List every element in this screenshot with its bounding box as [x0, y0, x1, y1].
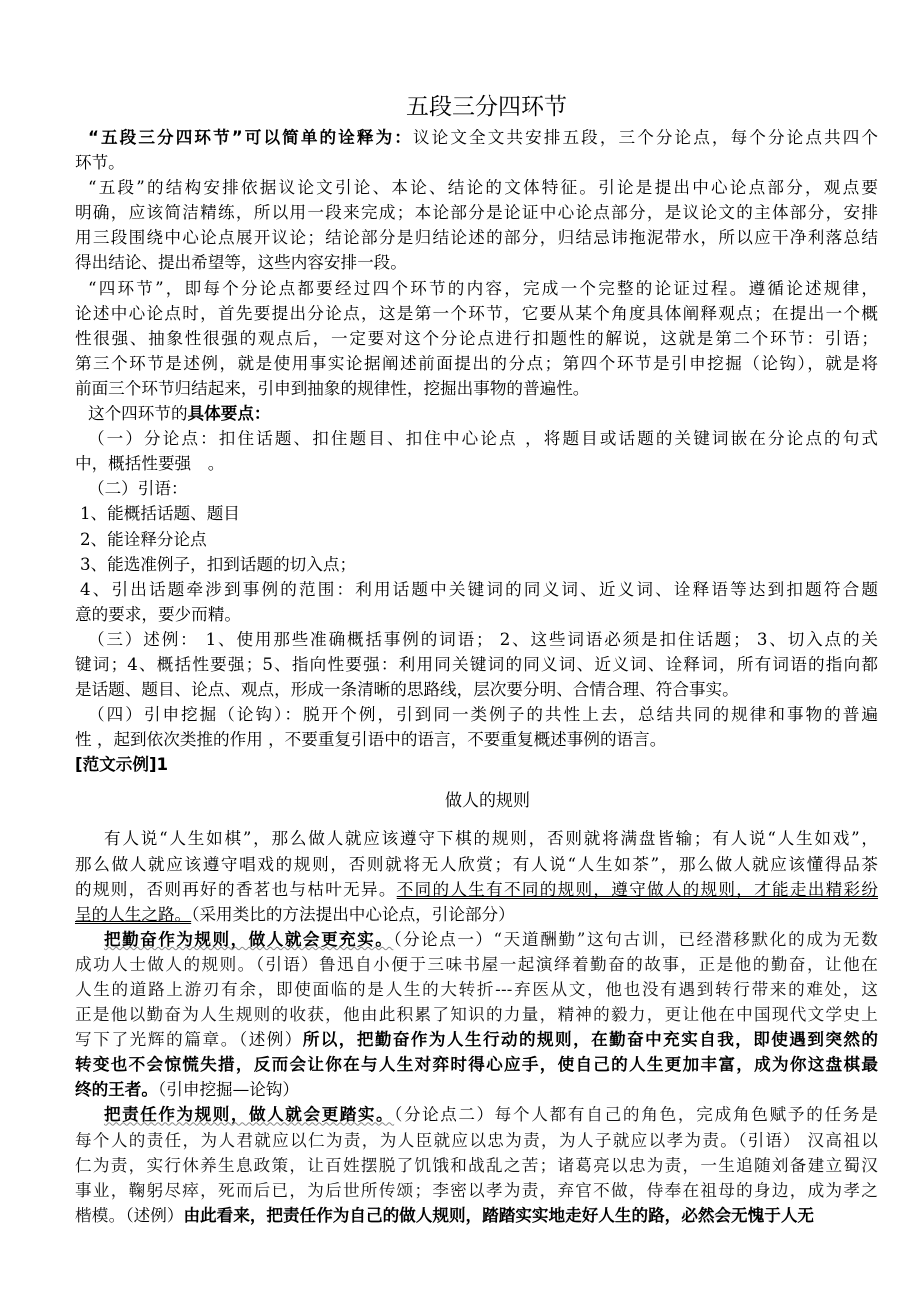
text-segment: “天道酬勤”这句古训，已经潜移默化的成为无数	[493, 929, 879, 949]
text-segment: 第三个环节是述例，就是使用事实论据阐述前面提出的分点；第四个环节是引申挖掘（论钩），就是将	[75, 353, 878, 373]
text-line	[75, 602, 878, 627]
text-segment: （三）述例： 1、使用那些准确概括事例的词语； 2、这些词语必须是扣住话题； 3、切入点的关	[88, 629, 878, 649]
text-line	[75, 752, 878, 777]
point-three	[75, 627, 878, 702]
point-four	[75, 702, 878, 752]
text-segment: 成功人士做人的规则。	[75, 954, 256, 974]
example-label	[75, 752, 878, 777]
key-points-heading	[75, 401, 878, 426]
text-segment: 1、能概括话题、题目	[80, 504, 240, 524]
text-segment: 3、能选准例子，扣到话题的切入点；	[80, 554, 357, 574]
text-line	[75, 401, 878, 426]
text-line	[75, 376, 878, 401]
point-one	[75, 426, 878, 476]
text-segment: 性很强、抽象性很强的观点后，一定要对这个分论点进行扣题性的解说，这就是第二个环节：引语；	[75, 328, 878, 348]
point-two	[75, 476, 878, 501]
text-line	[75, 927, 878, 952]
text-segment: 那么做人就应该遵守唱戏的规则，否则就将无人欣赏；有人说“人生如茶”，那么做人就应该懂得品茶	[75, 854, 878, 874]
four-links-paragraph	[75, 276, 878, 401]
sub-thesis-text: 把勤奋作为规则，做人就会更充实。	[104, 929, 394, 949]
text-segment: 4、引出话题牵涉到事例的范围：利用话题中关键词的同义词、近义词、诠释语等达到扣题符合题	[80, 579, 878, 599]
text-segment: 2、能诠释分论点	[80, 529, 207, 549]
text-segment: 环节。	[75, 153, 125, 173]
document-title: 五段三分四环节	[406, 94, 567, 120]
text-line	[75, 677, 878, 702]
text-line	[75, 1052, 878, 1077]
text-segment: 楷模。	[75, 1205, 126, 1225]
text-segment: 每个人都有自己的角色，完成角色赋予的任务是	[494, 1105, 879, 1125]
point-two-item-2	[75, 527, 878, 552]
text-line	[75, 702, 878, 727]
text-segment: （四）引申挖掘（论钩）：脱开个例，引到同一类例子的共性上去，总结共同的规律和事物的普遍	[88, 705, 878, 725]
text-segment: “四环节”，即每个分论点都要经过四个环节的内容，完成一个完整的论证过程。遵循论述规律，	[88, 278, 878, 298]
text-line	[75, 150, 878, 175]
point-two-item-1	[75, 501, 878, 526]
bold-text: 终的王者。	[75, 1080, 158, 1100]
bold-text: “五段三分四环节”可以简单的诠释为：	[88, 128, 413, 147]
text-line	[75, 577, 878, 602]
text-segment: （分论点二）	[394, 1105, 495, 1125]
text-segment: （引语）	[255, 954, 319, 974]
text-segment: “五段”的结构安排依据议论文引论、本论、结论的文体特征。引论是提出中心论点部分，观点要	[88, 178, 878, 198]
text-line	[75, 301, 878, 326]
text-line	[75, 501, 878, 526]
text-segment: （引语）	[738, 1130, 801, 1150]
text-line	[75, 1178, 878, 1203]
text-segment: （采用类比的方法提出中心论点，引论部分）	[191, 904, 515, 924]
example-title: 做人的规则	[445, 791, 530, 812]
text-segment: （一）分论点：扣住话题、扣住题目、扣住中心论点 ，将题目或话题的关键词嵌在分论点的句式	[88, 429, 878, 449]
bold-text: [范文示例]1	[75, 755, 169, 775]
text-line	[75, 1027, 878, 1052]
text-line	[75, 225, 878, 250]
text-segment: 性 ，起到依次类推的作用 ，不要重复引语中的语言，不要重复概述事例的语言。	[75, 730, 667, 750]
text-line	[75, 902, 878, 927]
text-segment: 的规则，否则再好的香茗也与枯叶无异。	[75, 879, 397, 899]
five-sections-paragraph	[75, 175, 878, 275]
text-line	[75, 326, 878, 351]
text-line	[75, 1077, 878, 1102]
text-segment: 键词；4、概括性要强；5、指向性要强：利用同关键词的同义词、近义词、诠释词，所有词语的指向都	[75, 654, 878, 674]
bold-text: 所以，把勤奋作为人生行动的规则，在勤奋中充实自我，即使遇到突然的	[302, 1030, 878, 1050]
text-segment: （述例）	[238, 1030, 303, 1050]
text-segment: 论述中心论点时，首先要提出分论点，这是第一个环节，它要从某个角度具体阐释观点；在提出一个概	[75, 303, 878, 323]
text-line	[75, 552, 878, 577]
text-segment: 议论文全文共安排五段，三个分论点，每个分论点共四个	[412, 128, 879, 147]
example-point-two	[75, 1102, 878, 1227]
text-line	[75, 250, 878, 275]
text-line	[75, 276, 878, 301]
sub-thesis-text: 把责任作为规则，做人就会更踏实。	[104, 1105, 395, 1125]
text-segment: 得出结论、提出希望等，这些内容安排一段。	[75, 253, 407, 273]
central-thesis-text: 不同的人生有不同的规则，遵守做人的规则，才能走出精彩纷	[396, 879, 879, 899]
text-line	[75, 852, 878, 877]
text-segment: 事业，鞠躬尽瘁，死而后已，为后世所传颂；李密以孝为责，弃官不做，侍奉在祖母的身边，成为孝之	[75, 1180, 878, 1200]
intro-paragraph	[75, 125, 878, 175]
text-segment: 是话题、题目、论点、观点，形成一条清晰的思路线，层次要分明、合情合理、符合事实。	[75, 680, 739, 700]
text-line	[75, 727, 878, 752]
text-segment: 鲁迅自小便于三味书屋一起演绎着勤奋的故事，正是他的勤奋，让他在	[318, 954, 878, 974]
text-segment: 有人说“人生如棋”，那么做人就应该遵守下棋的规则，否则就将满盘皆输；有人说“人生如戏”，	[104, 829, 878, 849]
document-page	[75, 89, 878, 1228]
text-line	[75, 476, 878, 501]
text-line	[75, 125, 878, 150]
text-line	[75, 627, 878, 652]
text-line	[75, 426, 878, 451]
bold-text: 由此看来，把责任作为自己的做人规则，踏踏实实地走好人生的路，必然会无愧于人无	[183, 1205, 815, 1225]
text-segment: 汉高祖以	[800, 1130, 879, 1150]
text-line	[75, 1203, 878, 1228]
text-segment: 用三段围绕中心论点展开议论；结论部分是归结论述的部分，归结忌讳拖泥带水，所以应干净利落总结	[75, 228, 878, 248]
text-segment: 中，概括性要强 。	[75, 454, 225, 474]
text-line	[75, 451, 878, 476]
text-segment: （述例）	[125, 1205, 184, 1225]
text-line	[75, 1002, 878, 1027]
text-line	[75, 952, 878, 977]
point-two-item-4	[75, 577, 878, 627]
text-segment: 明确，应该简洁精练，所以用一段来完成；本论部分是论证中心论点部分，是议论文的主体部分，安排	[75, 203, 878, 223]
text-line	[75, 351, 878, 376]
text-line	[75, 977, 878, 1002]
text-segment: 仁为责，实行休养生息政策，让百姓摆脱了饥饿和战乱之苦；诸葛亮以忠为责，一生追随刘备建立蜀汉	[75, 1155, 878, 1175]
text-line	[75, 1128, 878, 1153]
text-line	[75, 527, 878, 552]
text-segment: （分论点一）	[393, 929, 494, 949]
text-segment: 前面三个环节归结起来，引申到抽象的规律性，挖掘出事物的普遍性。	[75, 378, 590, 398]
text-line	[75, 200, 878, 225]
bold-text: 转变也不会惊慌失措，反而会让你在与人生对弈时得心应手，使自己的人生更加丰富，成为你这盘棋最	[75, 1055, 878, 1075]
text-line	[75, 652, 878, 677]
text-line	[75, 826, 878, 851]
example-intro	[75, 826, 878, 926]
text-segment: （二）引语：	[88, 479, 188, 499]
point-two-item-3	[75, 552, 878, 577]
text-segment: 人生的道路上游刃有余，即使面临的是人生的大转折---弃医从文，他也没有遇到转行带来的难处，这	[75, 980, 878, 999]
text-segment: 这个四环节的	[88, 404, 188, 424]
text-segment: 每个人的责任，为人君就应以仁为责，为人臣就应以忠为责，为人子就应以孝为责。	[75, 1130, 739, 1150]
text-segment: （引申挖掘—论钩）	[157, 1080, 300, 1100]
text-line	[75, 1153, 878, 1178]
text-segment: 写下了光辉的篇章。	[75, 1030, 239, 1050]
example-point-one	[75, 927, 878, 1103]
text-line	[75, 1102, 878, 1127]
document-body	[75, 125, 878, 1228]
text-line	[75, 175, 878, 200]
text-segment: 正是他以勤奋为人生规则的收获，他由此积累了知识的力量，精神的毅力，更让他在中国现代文学史上	[75, 1005, 878, 1025]
bold-text: 具体要点：	[187, 404, 271, 424]
text-line	[75, 877, 878, 902]
central-thesis-text: 呈的人生之路。	[75, 904, 192, 924]
text-segment: 意的要求，要少而精。	[75, 604, 241, 624]
